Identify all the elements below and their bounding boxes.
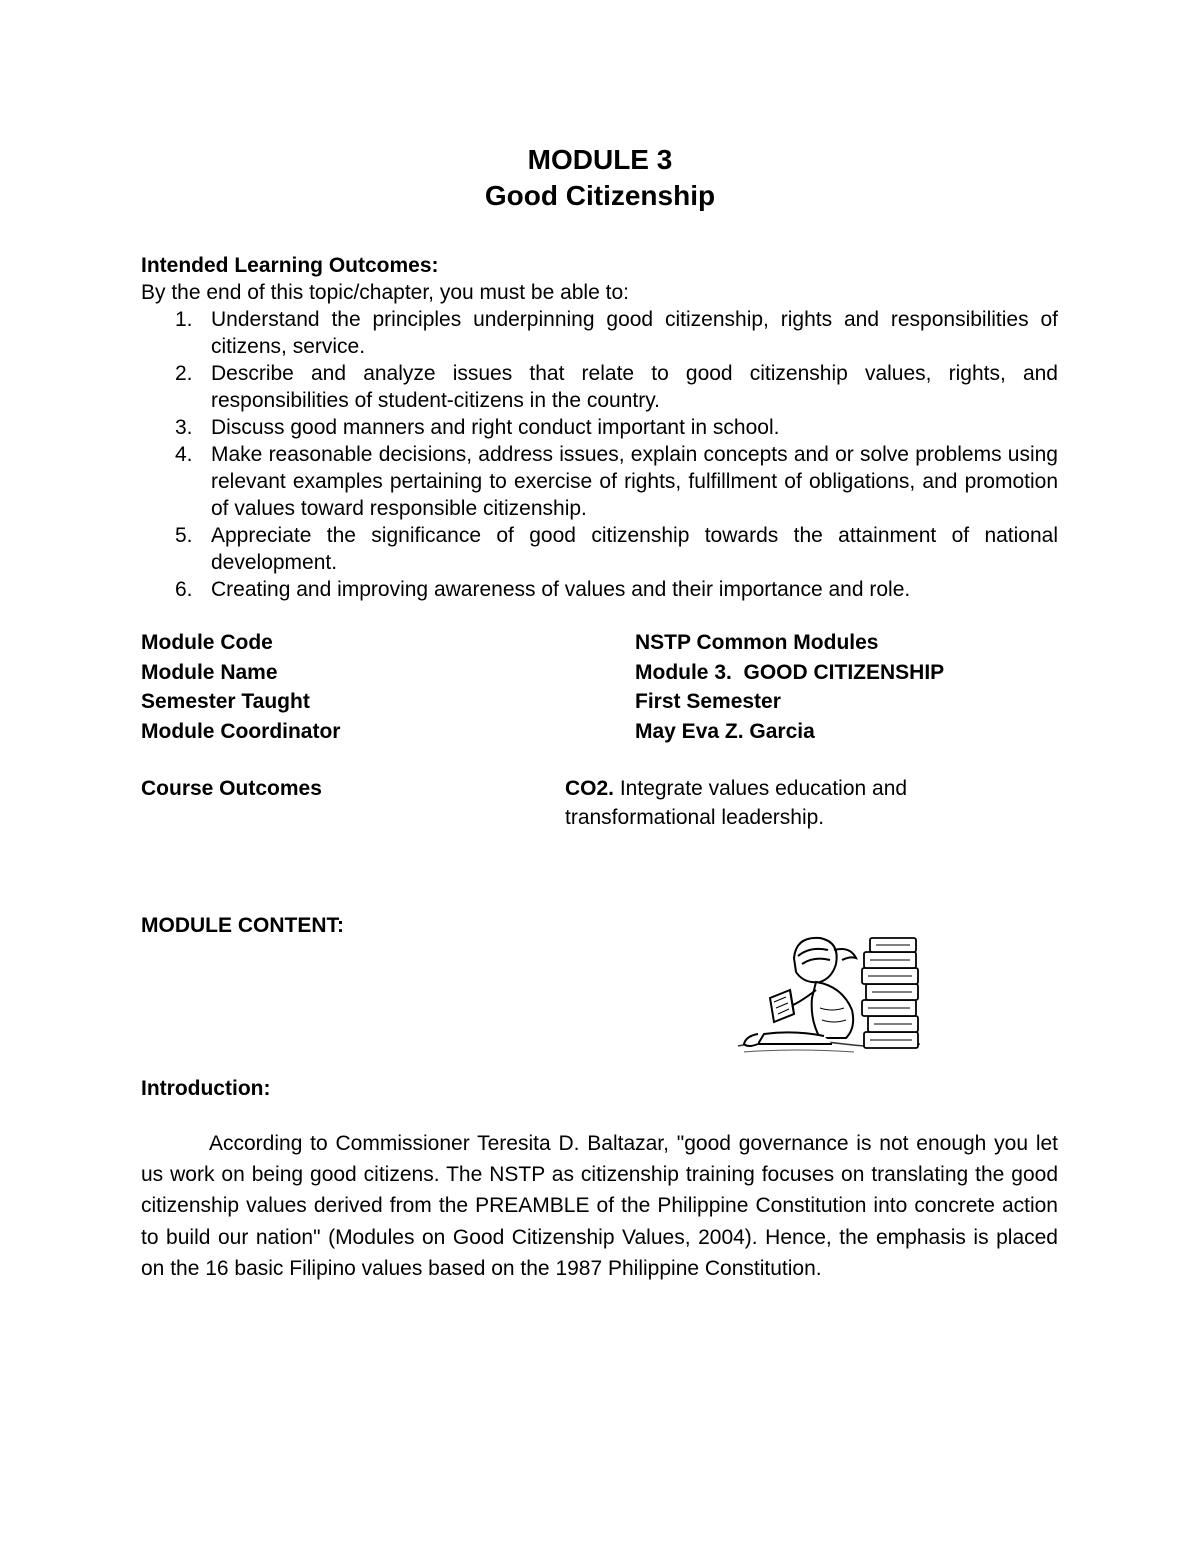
list-item	[141, 441, 1058, 522]
list-item-number: 6.	[175, 578, 193, 601]
module-number: MODULE 3	[527, 144, 673, 175]
girl-reading-book-stack-icon	[724, 928, 924, 1058]
module-info-table	[141, 628, 1058, 746]
list-item-text: Creating and improving awareness of values and their importance and role.	[211, 578, 911, 601]
list-item	[141, 360, 1058, 414]
list-item	[141, 414, 1058, 441]
semester-taught-row	[141, 687, 1058, 717]
list-item-number: 3.	[175, 416, 193, 439]
module-title: Good Citizenship	[484, 180, 716, 211]
list-item-number: 4.	[175, 443, 193, 466]
list-item-text: Make reasonable decisions, address issues, explain concepts and or solve problems using relevant examples pertaining to exercise of rights, fulfillment of obligations, and promotion of values toward responsible citizenship.	[211, 443, 1058, 520]
list-item	[141, 522, 1058, 576]
module-name-label: Module Name	[141, 660, 278, 684]
list-item-text: Discuss good manners and right conduct important in school.	[211, 416, 780, 439]
introduction-paragraph: According to Commissioner Teresita D. Baltazar, "good governance is not enough you let us work on being good citizens. The NSTP as citizenship training focuses on translating the good citizenship values derived from the PREAMBLE of the Philippine Constitution into concrete action to build our nation" (Modules on Good Citizenship Values, 2004). Hence, the emphasis is placed on the 16 basic Filipino values based on the 1987 Philippine Constitution.	[141, 1132, 1058, 1280]
module-content-heading: MODULE CONTENT:	[141, 914, 344, 937]
module-code-label: Module Code	[141, 631, 273, 654]
learning-outcomes-lead: By the end of this topic/chapter, you must be able to:	[141, 281, 629, 304]
module-code-value: NSTP Common Modules	[635, 631, 879, 654]
learning-outcomes-list	[141, 306, 1058, 603]
course-outcome-code: CO2.	[565, 777, 615, 800]
course-outcome-text: Integrate values education and transformational leadership.	[565, 777, 908, 829]
list-item	[141, 576, 1058, 603]
module-coordinator-value: May Eva Z. Garcia	[635, 719, 815, 743]
semester-taught-label: Semester Taught	[141, 690, 310, 713]
module-name-row	[141, 658, 1058, 688]
module-name-value: Module 3. GOOD CITIZENSHIP	[635, 660, 945, 684]
module-coordinator-label: Module Coordinator	[141, 719, 341, 743]
list-item	[141, 306, 1058, 360]
list-item-number: 5.	[175, 524, 193, 547]
list-item-number: 2.	[175, 362, 193, 385]
list-item-number: 1.	[175, 308, 193, 331]
module-code-row	[141, 628, 1058, 658]
semester-taught-value: First Semester	[635, 690, 781, 713]
list-item-text: Appreciate the significance of good citizenship towards the attainment of national development.	[211, 524, 1058, 574]
course-outcomes-label: Course Outcomes	[141, 777, 322, 800]
list-item-text: Understand the principles underpinning good citizenship, rights and responsibilities of citizens, service.	[211, 308, 1058, 358]
module-coordinator-row	[141, 717, 1058, 747]
course-outcomes-value	[565, 774, 985, 832]
list-item-text: Describe and analyze issues that relate to good citizenship values, rights, and responsibilities of student-citizens in the country.	[211, 362, 1058, 412]
learning-outcomes-heading: Intended Learning Outcomes:	[141, 254, 439, 277]
introduction-heading: Introduction:	[141, 1077, 271, 1100]
